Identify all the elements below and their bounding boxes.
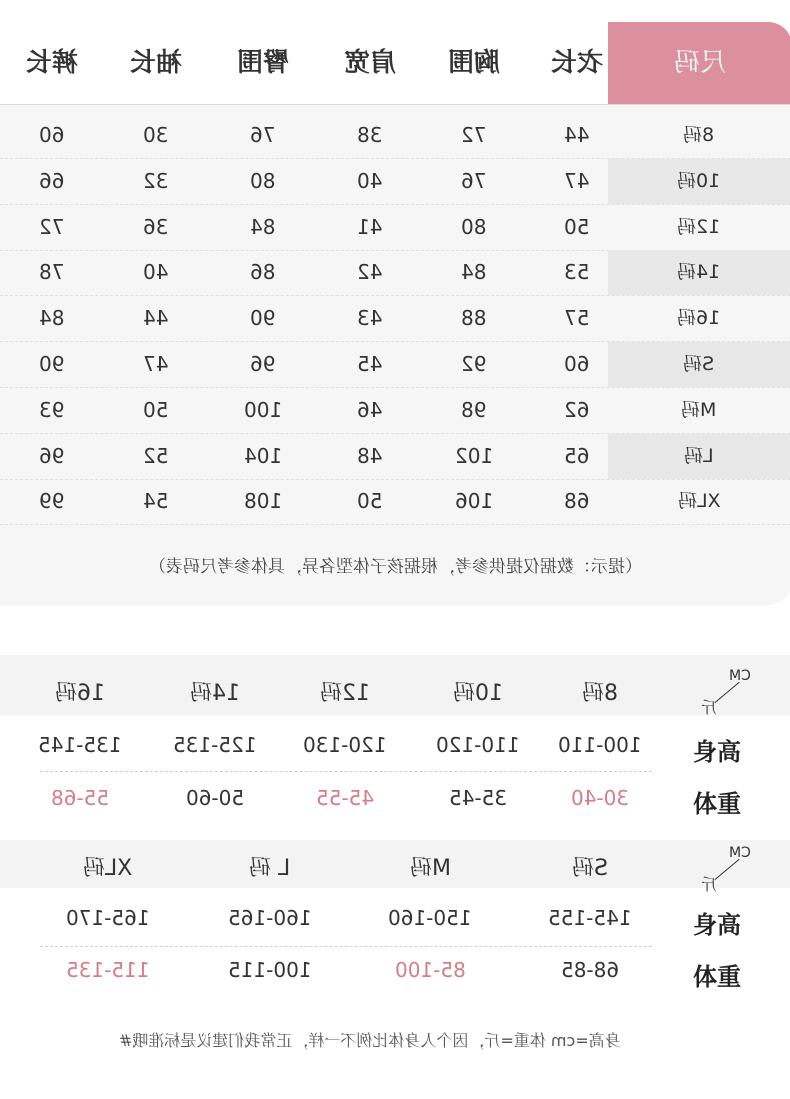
size-cell: 43	[357, 306, 383, 331]
size-cell: 96	[250, 352, 276, 376]
table2-height-cell: 110-120	[436, 733, 520, 757]
size-cell: 46	[357, 397, 383, 422]
size-cell: 108	[243, 489, 283, 514]
table3-height-cell: 145-155	[548, 906, 632, 930]
table2-size-header: 10码	[453, 681, 503, 706]
size-cell: 102	[454, 443, 494, 468]
size-cell: 88	[461, 306, 487, 331]
size-cell: 57	[564, 306, 590, 331]
size-chart-card	[0, 22, 790, 605]
table3-height-cell: 150-160	[388, 906, 472, 930]
size-cell: 45	[357, 352, 383, 376]
table2-weight-cell: 50-60	[185, 786, 245, 810]
size-cell: 98	[461, 397, 487, 422]
size-cell: 90	[39, 352, 65, 376]
table2-weight-cell: 45-55	[315, 786, 375, 810]
table2-weight-cell: 30-40	[570, 786, 630, 810]
size-row	[0, 342, 790, 388]
table3-height-cell: 160-165	[228, 906, 312, 930]
size-label: 14码	[608, 250, 790, 295]
size-row	[0, 205, 790, 251]
size-cell: 32	[143, 168, 169, 193]
size-cell: 78	[39, 260, 65, 285]
size-cell: 47	[564, 168, 590, 193]
header-garment-length: 衣长	[550, 48, 603, 78]
table3-size-header: L 码	[249, 856, 291, 881]
size-cell: 93	[39, 397, 65, 422]
size-row	[0, 159, 790, 205]
size-cell: 50	[143, 397, 169, 422]
weight-label: 体重	[693, 790, 741, 818]
size-cell: 84	[39, 306, 65, 331]
table2-weight-cell: 55-68	[50, 786, 110, 810]
size-cell: 50	[564, 214, 590, 239]
size-row	[0, 113, 790, 159]
size-cell: 68	[564, 489, 590, 514]
table2-size-header: 12码	[320, 681, 370, 706]
size-cell: 96	[39, 443, 65, 468]
header-size: 尺码	[608, 22, 790, 104]
size-cell: 72	[39, 214, 65, 239]
size-cell: 50	[357, 489, 383, 514]
size-cell: 80	[250, 168, 276, 193]
size-cell: 65	[564, 443, 590, 468]
size-cell: 76	[461, 168, 487, 193]
size-cell: 38	[357, 123, 383, 147]
size-row	[0, 388, 790, 434]
size-row	[0, 250, 790, 296]
weight-label-2: 体重	[693, 963, 741, 991]
table3-weight-cell: 100-115	[228, 958, 312, 982]
size-cell: 106	[454, 489, 494, 514]
header-pants-length: 裤长	[25, 48, 78, 78]
table2-height-cell: 120-130	[303, 733, 387, 757]
size-chart-note: （提示：数据仅提供参考，根据孩子体型各异，具体参考尺码表）	[148, 557, 642, 577]
table2-height-cell: 100-110	[558, 733, 642, 757]
size-label: M码	[681, 398, 717, 421]
table2-height-cell: 135-145	[38, 733, 122, 757]
size-cell: 62	[564, 397, 590, 422]
size-cell: 30	[143, 123, 169, 147]
size-label: L码	[608, 434, 790, 479]
size-cell: 60	[39, 123, 65, 147]
size-cell: 86	[250, 260, 276, 285]
size-label: 8码	[683, 124, 715, 146]
table3-height-cell: 165-170	[66, 906, 150, 930]
size-cell: 40	[143, 260, 169, 285]
header-chest: 胸围	[447, 48, 500, 78]
size-label: S码	[608, 342, 790, 387]
table3-size-header: S码	[572, 856, 608, 881]
height-label: 身高	[693, 738, 741, 766]
size-cell: 99	[39, 489, 65, 514]
size-cell: 52	[143, 443, 169, 468]
row-divider	[40, 771, 652, 772]
footnote: 身高=cm 体重=斤，因个人身体比例不一样，正常我们建议是标准哦#	[119, 1031, 621, 1050]
size-cell: 40	[357, 168, 383, 193]
size-cell: 72	[461, 123, 487, 147]
size-cell: 100	[243, 397, 283, 422]
table2-weight-cell: 35-45	[448, 786, 508, 810]
header-hip: 臀围	[236, 48, 289, 78]
table3-weight-cell: 85-100	[394, 958, 466, 982]
size-cell: 90	[250, 306, 276, 331]
table2-size-header: 14码	[190, 681, 240, 706]
size-label: 10码	[608, 159, 790, 204]
table3-weight-cell: 68-85	[560, 958, 620, 982]
table3-size-header: XL码	[83, 856, 133, 881]
size-cell: 76	[250, 123, 276, 147]
row-divider-2	[40, 946, 652, 947]
size-cell: 92	[461, 352, 487, 376]
size-cell: 44	[143, 306, 169, 331]
size-cell: 36	[143, 214, 169, 239]
size-label: 12码	[677, 215, 721, 238]
size-cell: 44	[564, 123, 590, 147]
size-cell: 84	[250, 214, 276, 239]
size-cell: 53	[564, 260, 590, 285]
size-cell: 60	[564, 352, 590, 376]
size-cell: 47	[143, 352, 169, 376]
size-row	[0, 479, 790, 525]
size-label: 16码	[677, 307, 721, 330]
size-cell: 84	[461, 260, 487, 285]
size-cell: 54	[143, 489, 169, 514]
size-cell: 41	[357, 214, 383, 239]
table2-size-header: 16码	[55, 681, 105, 706]
size-cell: 104	[243, 443, 283, 468]
size-cell: 80	[461, 214, 487, 239]
size-cell: 42	[357, 260, 383, 285]
table2-size-header: 8码	[582, 681, 618, 706]
unit-indicator-2: CM 斤	[701, 845, 751, 894]
header-sleeve-length: 袖长	[129, 48, 182, 78]
size-label: XL码	[677, 490, 721, 513]
size-cell: 48	[357, 443, 383, 468]
size-row	[0, 434, 790, 480]
table2-height-cell: 125-135	[173, 733, 257, 757]
table3-size-header: M码	[409, 856, 451, 881]
header-shoulder: 肩宽	[343, 48, 396, 78]
size-row	[0, 296, 790, 342]
unit-indicator: CM 斤	[701, 668, 751, 717]
size-cell: 66	[39, 168, 65, 193]
table3-weight-cell: 115-135	[66, 958, 150, 982]
height-label-2: 身高	[693, 911, 741, 939]
